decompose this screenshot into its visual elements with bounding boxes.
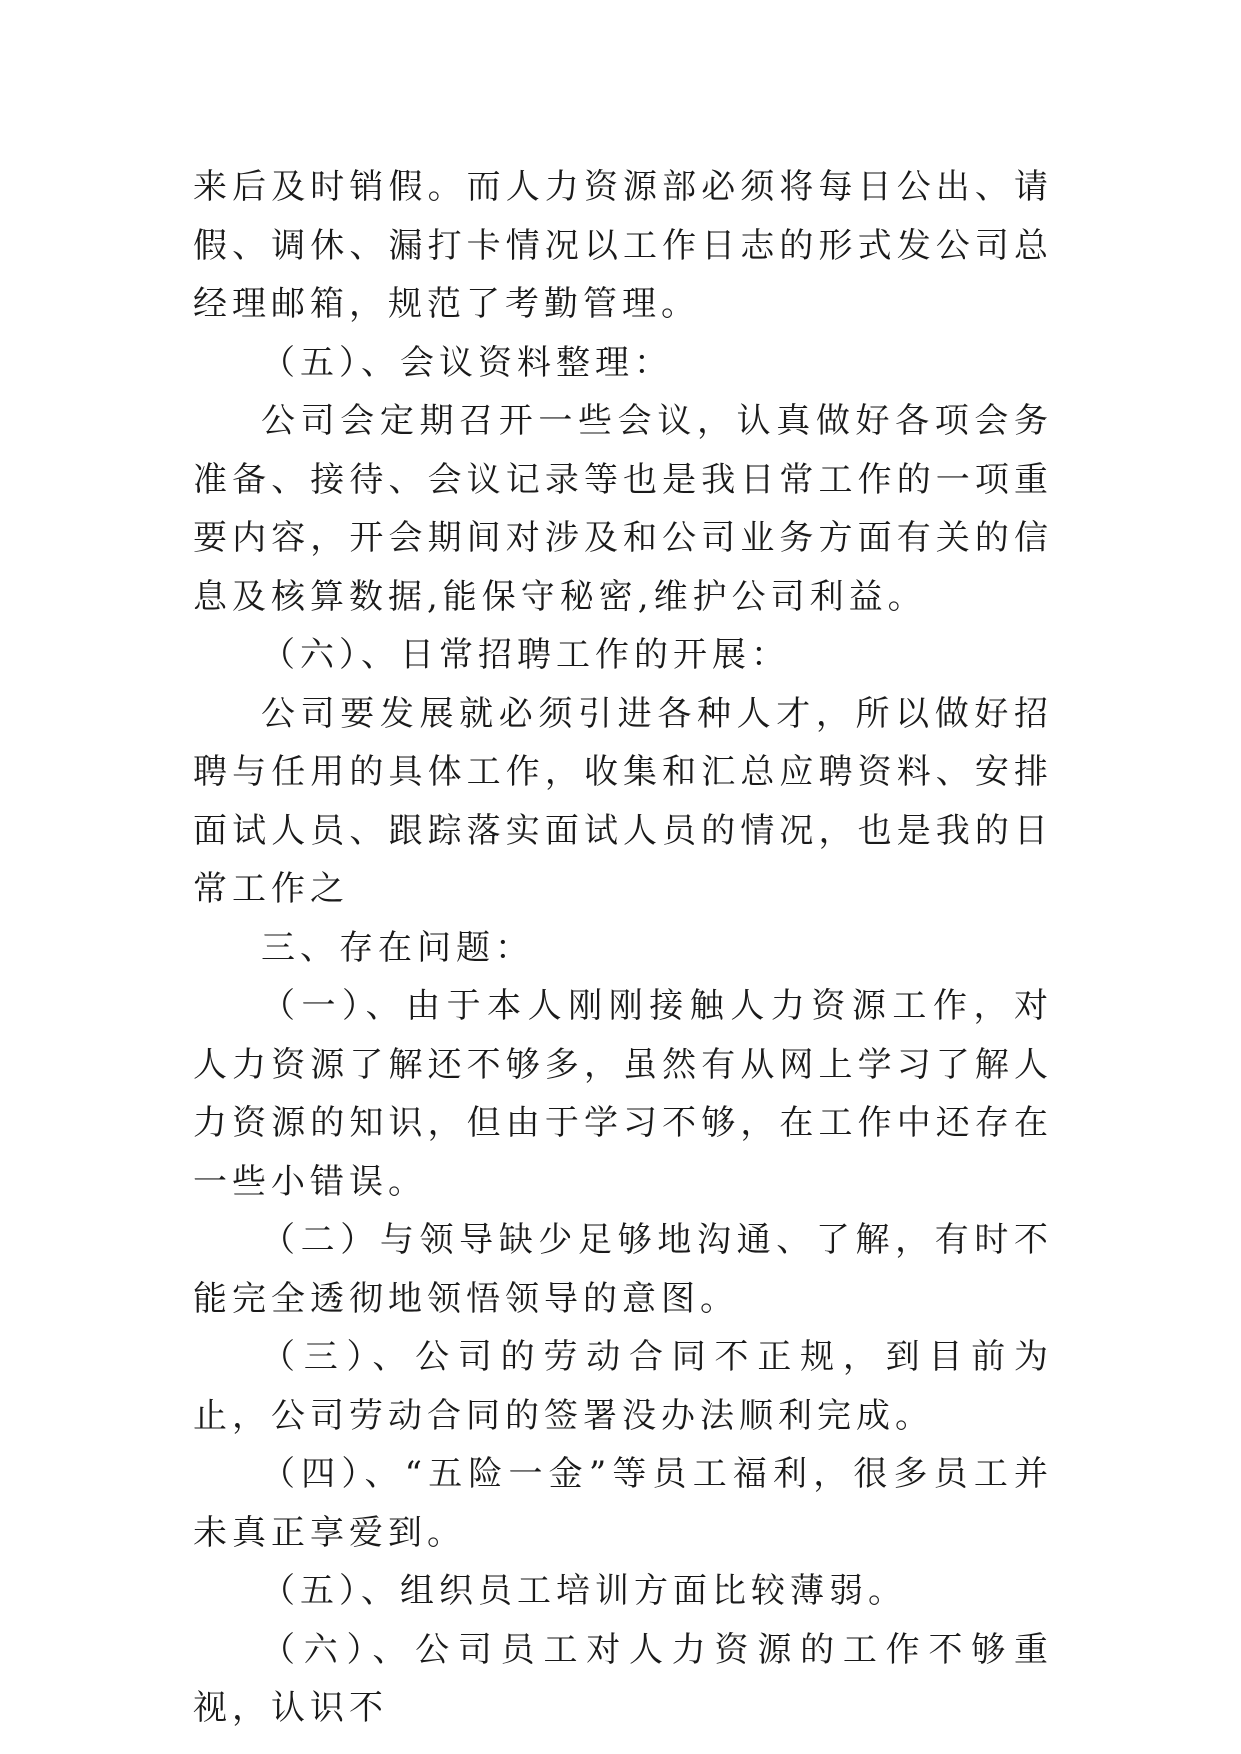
problem-item-2: （二）与领导缺少足够地沟通、了解，有时不能完全透彻地领悟领导的意图。 — [193, 1220, 1053, 1319]
paragraph-meeting-materials: 公司会定期召开一些会议，认真做好各项会务准备、接待、会议记录等也是我日常工作的一项重要内容，开会期间对涉及和公司业务方面有关的信息及核算数据,能保守秘密,维护公司利益。 — [193, 401, 1053, 617]
paragraph-recruitment: 公司要发展就必须引进各种人才，所以做好招聘与任用的具体工作，收集和汇总应聘资料、安排面试人员、跟踪落实面试人员的情况，也是我的日常工作之 — [193, 693, 1053, 909]
heading-meeting-materials: （五）、会议资料整理： — [261, 342, 673, 383]
problem-item-1: （一）、由于本人刚刚接触人力资源工作，对人力资源了解还不够多，虽然有从网上学习了解人力资源的知识，但由于学习不够，在工作中还存在一些小错误。 — [193, 986, 1053, 1202]
heading-existing-problems: 三、存在问题： — [261, 927, 534, 968]
document-body — [193, 158, 1053, 1738]
problem-item-5: （五）、组织员工培训方面比较薄弱。 — [261, 1571, 907, 1611]
paragraph-attendance-end: 来后及时销假。而人力资源部必须将每日公出、请假、调休、漏打卡情况以工作日志的形式发公司总经理邮箱，规范了考勤管理。 — [193, 167, 1053, 324]
problem-item-3: （三）、公司的劳动合同不正规，到目前为止，公司劳动合同的签署没办法顺利完成。 — [193, 1337, 1053, 1436]
problem-item-4: （四）、“五险一金”等员工福利，很多员工并未真正享爱到。 — [193, 1454, 1053, 1553]
problem-item-6: （六）、公司员工对人力资源的工作不够重视，认识不 — [193, 1629, 1053, 1728]
heading-recruitment: （六）、日常招聘工作的开展： — [261, 635, 790, 675]
